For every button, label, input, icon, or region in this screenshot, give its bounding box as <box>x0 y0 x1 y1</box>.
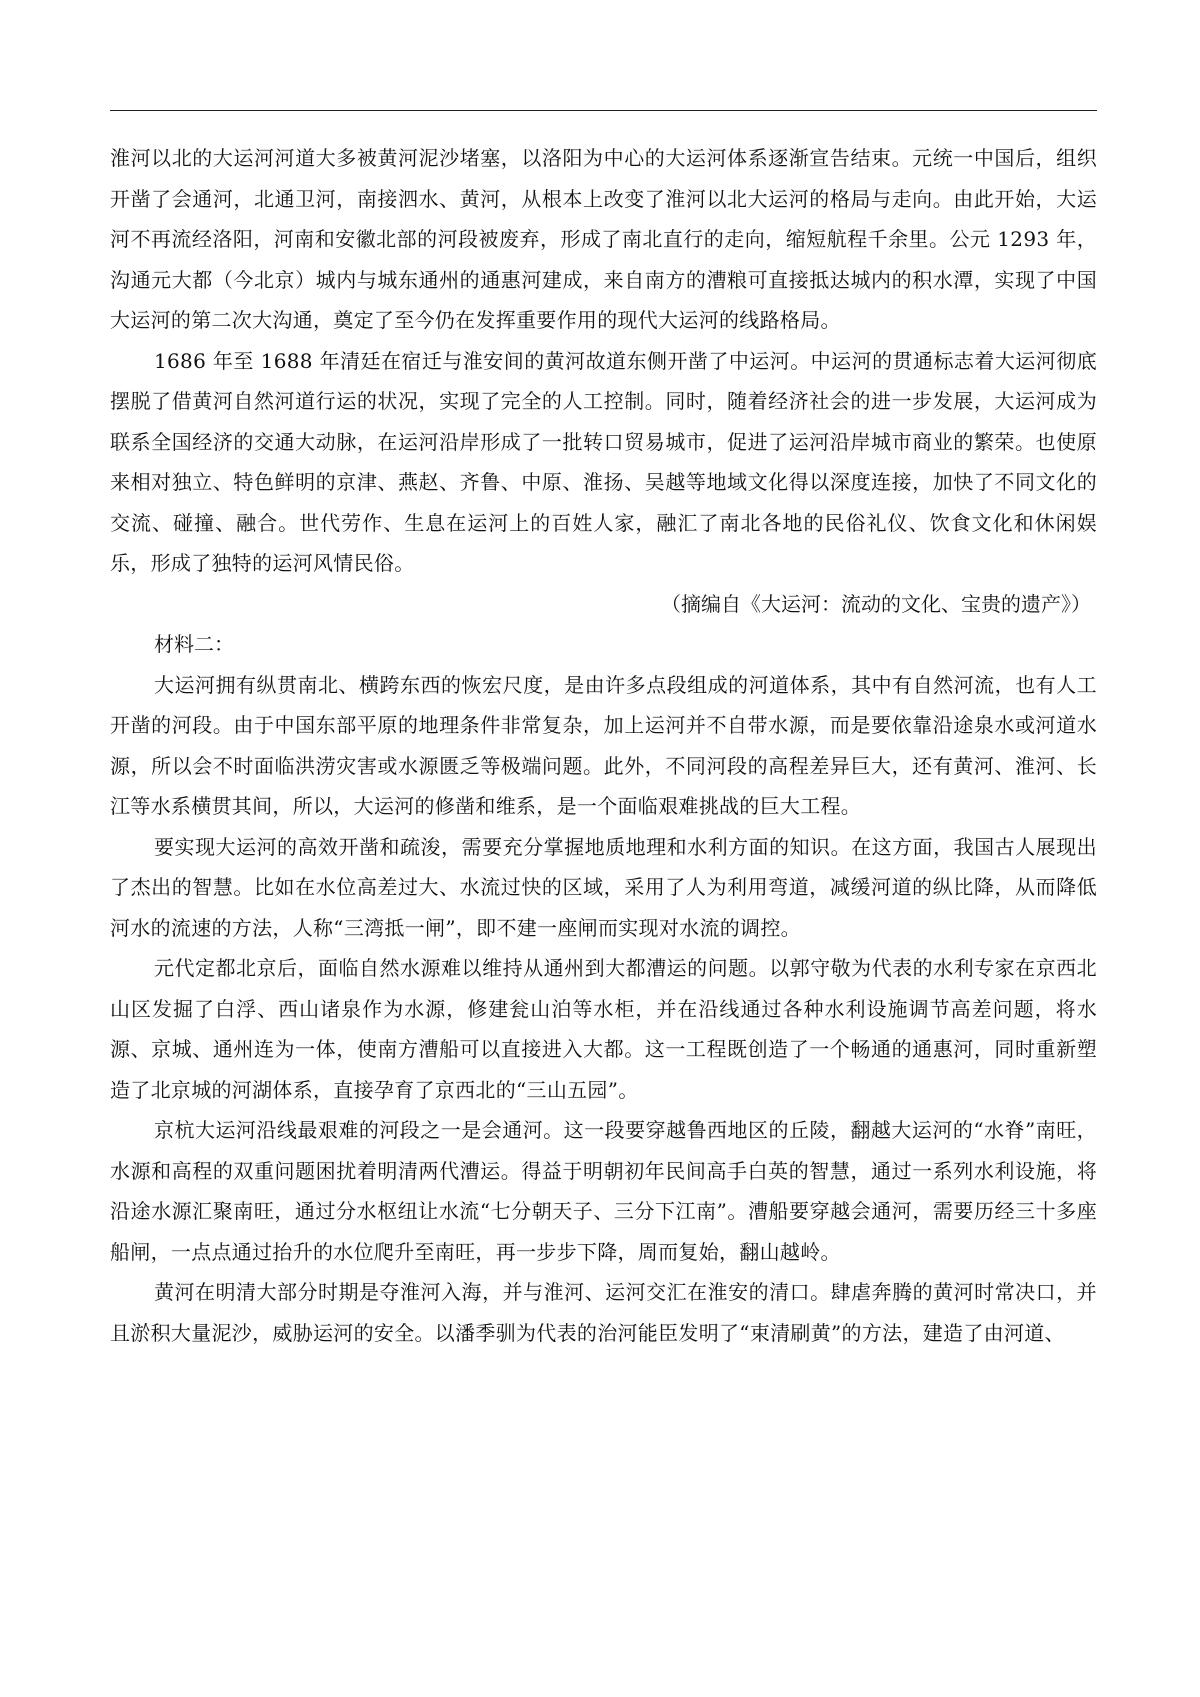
document-body <box>110 138 1097 1353</box>
header-rule <box>110 110 1097 111</box>
paragraph-7: 黄河在明清大部分时期是夺淮河入海，并与淮河、运河交汇在淮安的清口。肆虐奔腾的黄河时常决口，并且淤积大量泥沙，威胁运河的安全。以潘季驯为代表的治河能臣发明了“束清刷黄”的方法，建造了由河道、 <box>110 1280 1097 1345</box>
paragraph-2: 1686 年至 1688 年清廷在宿迁与淮安间的黄河故道东侧开凿了中运河。中运河的贯通标志着大运河彻底摆脱了借黄河自然河道行运的状况，实现了完全的人工控制。同时，随着经济社会的进一步发展，大运河成为联系全国经济的交通大动脉，在运河沿岸形成了一批转口贸易城市，促进了运河沿岸城市商业的繁荣。也使原来相对独立、特色鲜明的京津、燕赵、齐鲁、中原、淮扬、吴越等地域文化得以深度连接，加快了不同文化的交流、碰撞、融合。世代劳作、生息在运河上的百姓人家，融汇了南北各地的民俗礼仪、饮食文化和休闲娱乐，形成了独特的运河风情民俗。 <box>110 348 1097 575</box>
paragraph-4: 要实现大运河的高效开凿和疏浚，需要充分掌握地质地理和水利方面的知识。在这方面，我国古人展现出了杰出的智慧。比如在水位高差过大、水流过快的区域，采用了人为利用弯道，减缓河道的纵比降，从而降低河水的流速的方法，人称“三湾抵一闸”，即不建一座闸而实现对水流的调控。 <box>110 834 1097 940</box>
source-citation: （摘编自《大运河：流动的文化、宝贵的遗产》） <box>661 591 1091 616</box>
paragraph-1: 淮河以北的大运河河道大多被黄河泥沙堵塞，以洛阳为中心的大运河体系逐渐宣告结束。元统一中国后，组织开凿了会通河，北通卫河，南接泗水、黄河，从根本上改变了淮河以北大运河的格局与走向。由此开始，大运河不再流经洛阳，河南和安徽北部的河段被废弃，形成了南北直行的走向，缩短航程千余里。公元 1293 年，沟通元大都（今北京）城内与城东通州的通惠河建成，来自南方的漕粮可直接抵达城内的积水潭，实现了中国大运河的第二次大沟通，奠定了至今仍在发挥重要作用的现代大运河的线路格局。 <box>110 146 1097 332</box>
section-heading-material-2: 材料二： <box>154 632 234 656</box>
paragraph-5: 元代定都北京后，面临自然水源难以维持从通州到大都漕运的问题。以郭守敬为代表的水利专家在京西北山区发掘了白浮、西山诸泉作为水源，修建瓮山泊等水柜，并在沿线通过各种水利设施调节高差问题，将水源、京城、通州连为一体，使南方漕船可以直接进入大都。这一工程既创造了一个畅通的通惠河，同时重新塑造了北京城的河湖体系，直接孕育了京西北的“三山五园”。 <box>110 956 1097 1102</box>
paragraph-6: 京杭大运河沿线最艰难的河段之一是会通河。这一段要穿越鲁西地区的丘陵，翻越大运河的“水脊”南旺，水源和高程的双重问题困扰着明清两代漕运。得益于明朝初年民间高手白英的智慧，通过一系列水利设施，将沿途水源汇聚南旺，通过分水枢纽让水流“七分朝天子、三分下江南”。漕船要穿越会通河，需要历经三十多座船闸，一点点通过抬升的水位爬升至南旺，再一步步下降，周而复始，翻山越岭。 <box>110 1118 1097 1264</box>
paragraph-3: 大运河拥有纵贯南北、横跨东西的恢宏尺度，是由许多点段组成的河道体系，其中有自然河流，也有人工开凿的河段。由于中国东部平原的地理条件非常复杂，加上运河并不自带水源，而是要依靠沿途泉水或河道水源，所以会不时面临洪涝灾害或水源匮乏等极端问题。此外，不同河段的高程差异巨大，还有黄河、淮河、长江等水系横贯其间，所以，大运河的修凿和维系，是一个面临艰难挑战的巨大工程。 <box>110 672 1097 818</box>
